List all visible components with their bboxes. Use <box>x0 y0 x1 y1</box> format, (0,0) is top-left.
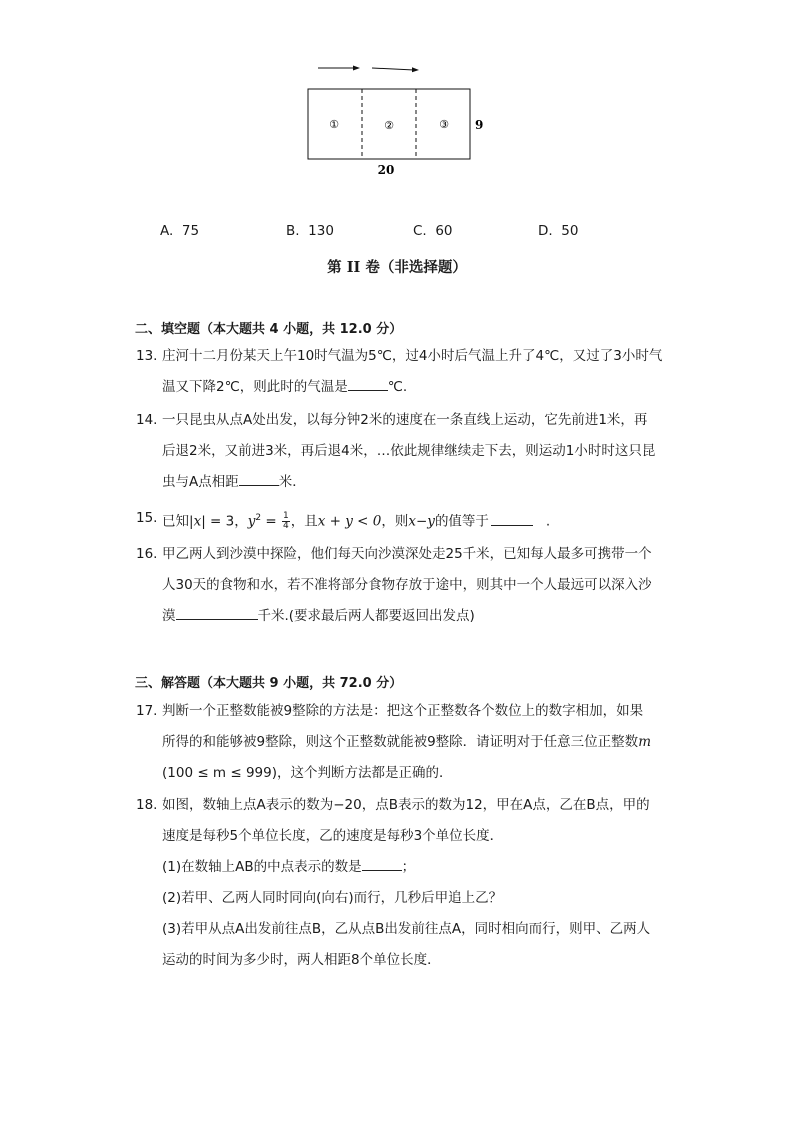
answer-section-heading: 三、解答题（本大题共 9 小题，共 72.0 分） <box>135 676 403 691</box>
question-number: 13. <box>136 348 158 364</box>
choice-value: 50 <box>561 223 579 239</box>
q14-text: 虫与A点相距 <box>162 474 239 490</box>
question-16 <box>136 539 666 632</box>
exponent: 2 <box>255 513 262 523</box>
question-18 <box>136 790 666 976</box>
q15-end: . <box>545 513 551 530</box>
direction-arrow-2 <box>372 67 419 72</box>
choice-letter: C. <box>413 223 427 239</box>
q13-text: 温又下降2℃，则此时的气温是 <box>162 379 348 395</box>
question-17 <box>136 696 666 789</box>
q18-line1: 如图，数轴上点A表示的数为−20，点B表示的数为12，甲在A点，乙在B点，甲的 <box>162 797 650 813</box>
answer-blank <box>491 511 533 526</box>
choice-value: 60 <box>435 223 453 239</box>
height-label: 9 <box>475 118 484 132</box>
zone-2-label: ② <box>384 119 394 132</box>
q15-text: 的值等于 <box>434 513 489 530</box>
q18-sub3-cont: 运动的时间为多少时，两人相距8个单位长度． <box>162 952 441 968</box>
direction-arrow-1 <box>318 66 360 71</box>
q15-text: ，则 <box>381 513 409 530</box>
choice-letter: D. <box>538 223 553 239</box>
question-15 <box>136 503 666 538</box>
zone-1-label: ① <box>329 118 339 131</box>
q18-sub-text: ； <box>401 859 416 875</box>
field-diagram-svg <box>300 55 500 185</box>
condition-expression: x + y < 0 <box>317 513 382 530</box>
answer-blank <box>348 376 388 391</box>
zone-3-label: ③ <box>439 118 449 131</box>
target-expression: x−y <box>408 513 435 530</box>
question-number: 17. <box>136 703 158 719</box>
choice-d <box>538 223 578 239</box>
q16-line1: 甲乙两人到沙漠中探险，他们每天向沙漠深处走25千米，已知每人最多可携带一个 <box>162 546 652 562</box>
fraction <box>282 512 290 531</box>
var-y: y <box>247 513 256 530</box>
q17-text: 所得的和能够被9整除，则这个正整数就能被9整除．请证明对于任意三位正整数 <box>162 734 639 750</box>
fraction-numerator: 1 <box>283 511 289 521</box>
choice-letter: B. <box>286 223 300 239</box>
question-13 <box>136 341 666 403</box>
choice-value: 130 <box>308 223 334 239</box>
q17-line3: (100 ≤ m ≤ 999)，这个判断方法都是正确的． <box>162 765 453 781</box>
q13-unit: ℃. <box>387 379 408 395</box>
question-number: 16. <box>136 546 158 562</box>
fill-section-heading: 二、填空题（本大题共 4 小题，共 12.0 分） <box>135 322 403 337</box>
var-x: x <box>193 513 202 530</box>
q16-line2: 人30天的食物和水，若不准将部分食物存放于途中，则其中一个人最远可以深入沙 <box>162 577 652 593</box>
fraction-denominator: 4 <box>283 521 289 531</box>
choice-b <box>286 223 334 239</box>
q15-text: 已知| <box>162 513 194 530</box>
q18-sub-text: (1)在数轴上AB的中点表示的数是 <box>162 859 362 875</box>
q18-sub3: (3)若甲从点A出发前往点B，乙从点B出发前往点A，同时相向而行，则甲、乙两人 <box>162 921 651 937</box>
question-number: 18. <box>136 797 158 813</box>
width-label: 20 <box>377 163 395 177</box>
q13-line2 <box>162 372 666 403</box>
q16-text: 漠 <box>162 608 176 624</box>
var-m: m <box>638 734 651 750</box>
q13-line1: 庄河十二月份某天上午10时气温为5℃，过4小时后气温上升了4℃，又过了3小时气 <box>162 348 663 364</box>
q14-line3 <box>162 467 666 498</box>
section-title: 第 II 卷（非选择题） <box>327 259 467 276</box>
q14-unit: 米． <box>278 474 306 490</box>
q14-line2: 后退2米，又前进3米，再后退4米，…依此规律继续走下去，则运动1小时时这只昆 <box>162 443 656 459</box>
q15-text: ，且 <box>290 513 318 530</box>
q15-text: | = 3， <box>201 513 248 530</box>
answer-blank <box>362 856 402 871</box>
answer-blank <box>176 605 258 620</box>
q17-line2 <box>162 727 666 758</box>
field-diagram <box>300 55 500 185</box>
q16-line3 <box>162 601 666 632</box>
answer-blank <box>239 471 279 486</box>
q18-sub2: (2)若甲、乙两人同时同向(向右)而行，几秒后甲追上乙？ <box>162 890 503 906</box>
choice-c <box>413 223 453 239</box>
q18-line2: 速度是每秒5个单位长度，乙的速度是每秒3个单位长度． <box>162 828 504 844</box>
choice-value: 75 <box>181 223 200 239</box>
q17-line1: 判断一个正整数能被9整除的方法是：把这个正整数各个数位上的数字相加，如果 <box>162 703 644 719</box>
question-number: 14. <box>136 412 158 428</box>
q18-sub1 <box>162 852 666 883</box>
choice-letter: A. <box>160 223 174 239</box>
q14-line1: 一只昆虫从点A处出发，以每分钟2米的速度在一条直线上运动，它先前进1米，再 <box>162 412 648 428</box>
equals-sign: = <box>261 513 282 530</box>
question-number: 15. <box>136 510 158 526</box>
question-14 <box>136 405 666 498</box>
q16-text: 千米.(要求最后两人都要返回出发点) <box>257 608 475 624</box>
choice-a <box>160 223 199 239</box>
